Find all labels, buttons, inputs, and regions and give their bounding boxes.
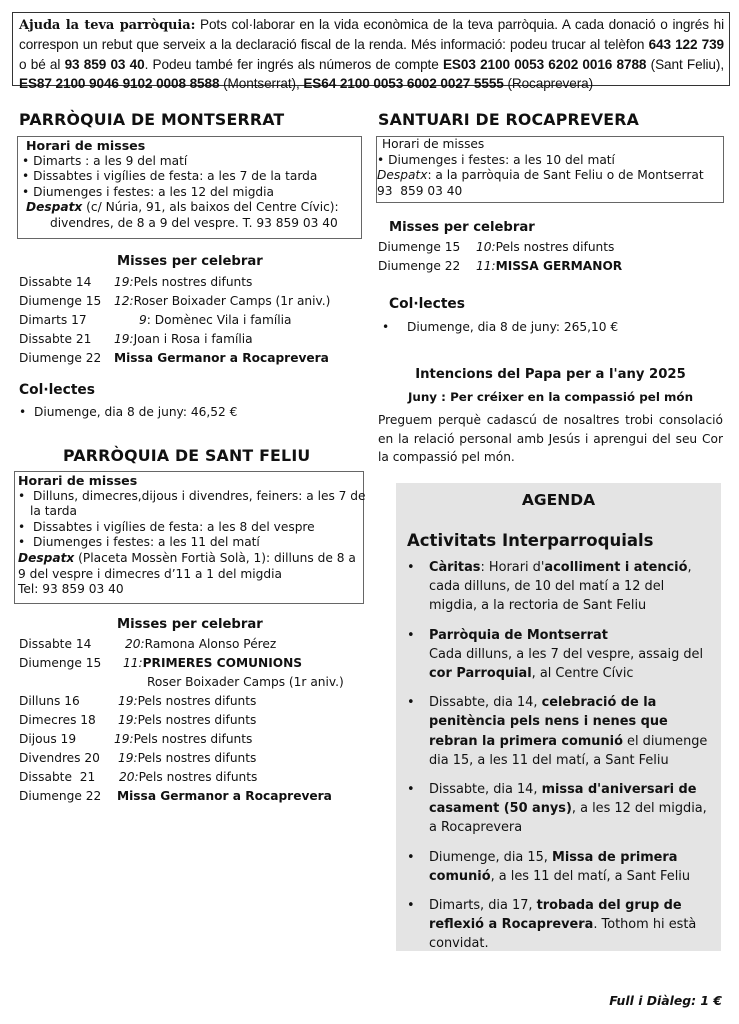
mass-row: Dissabte 21 19: Joan i Rosa i família	[19, 332, 253, 346]
mass-row: Dilluns 16 19: Pels nostres difunts	[19, 694, 257, 708]
bullet-icon: •	[407, 849, 415, 865]
price-footer: Full i Diàleg: 1 €	[609, 993, 722, 1008]
schedule-item: • Diumenges i festes: a les 10 del matí	[377, 152, 615, 167]
schedule-title: Horari de misses	[18, 473, 138, 488]
sant-feliu-masses-list	[19, 635, 364, 806]
bullet-icon: •	[407, 695, 415, 711]
donation-notice: Ajuda la teva parròquia: Pots col·laborar en la vida econòmica de la teva parròquia. A cada donació o ingrés hi correspon un rebut que serveix a la declaració fiscal de la renda. Més informació: podeu trucar al telèfon 643 122 739 o bé al 93 859 03 40. Podeu també fer ingrés als números de compte ES03 2100 0053 6202 0016 8788 (Sant Feliu), ES87 2100 9046 9102 0008 8588 (Montserrat), ES64 2100 0053 6002 0027 5555 (Rocaprevera)	[12, 12, 730, 86]
office-phone: 93 859 03 40	[377, 183, 463, 198]
phone-number: 93 859 03 40	[64, 56, 145, 72]
mass-row: Roser Boixader Camps (1r aniv.)	[147, 675, 344, 689]
schedule-item: • Dilluns, dimecres,dijous i divendres, feiners: a les 7 de	[18, 488, 366, 503]
mass-row: Dissabte 14 20: Ramona Alonso Pérez	[19, 637, 277, 651]
masses-title: Misses per celebrar	[389, 220, 535, 235]
pope-intentions-title: Intencions del Papa per a l'any 2025	[415, 367, 686, 382]
schedule-item: • Dissabtes i vigílies de festa: a les 7 de la tarda	[22, 169, 318, 184]
bullet-icon: •	[18, 488, 33, 503]
agenda-list	[396, 558, 721, 954]
phone-number: 643 122 739	[648, 37, 725, 53]
schedule-item: • Dissabtes i vigílies de festa: a les 8 del vespre	[18, 519, 315, 534]
schedule-title: Horari de misses	[382, 137, 485, 151]
rocaprevera-masses-list	[378, 238, 723, 276]
agenda-item: • Parròquia de Montserrat Cada dilluns, a les 7 del vespre, assaig del cor Parroquial, al Centre Cívic	[407, 627, 704, 682]
agenda-item: • Dissabte, dia 14, celebració de la penitència pels nens i nenes que rebran la primera comunió el diumenge dia 15, a les 11 del matí, a Sant Feliu	[407, 695, 708, 768]
mass-row: Dissabte 14 19: Pels nostres difunts	[19, 275, 253, 289]
collection-item: • Diumenge, dia 8 de juny: 265,10 €	[382, 320, 619, 334]
bullet-icon: •	[407, 627, 415, 643]
bullet-icon: •	[382, 320, 390, 334]
iban-sant-feliu: ES03 2100 0053 6202 0016 8788	[442, 56, 647, 72]
office-info: Despatx (Placeta Mossèn Fortià Solà, 1): dilluns de 8 a	[18, 550, 356, 565]
donation-lead: Ajuda la teva parròquia:	[19, 18, 196, 33]
iban-montserrat: ES87 2100 9046 9102 0008 8588	[19, 76, 220, 92]
collections-title: Col·lectes	[19, 382, 96, 398]
agenda-item: • Diumenge, dia 15, Missa de primera comunió, a les 11 del matí, a Sant Feliu	[407, 849, 691, 884]
schedule-item: • Diumenges i festes: a les 12 del migdia	[22, 184, 275, 199]
agenda-item: • Càritas: Horari d'acolliment i atenció, cada dilluns, de 10 del matí a 12 del migdia, a la rectoria de Sant Feliu	[407, 560, 692, 614]
collection-item: • Diumenge, dia 8 de juny: 46,52 €	[19, 405, 238, 419]
agenda-item: • Dissabte, dia 14, missa d'aniversari de casament (50 anys), a les 12 del migdia, a Rocaprevera	[407, 782, 707, 836]
pope-intentions-text: Preguem perquè cadascú de nosaltres trobi consolació en la relació personal amb Jesús i aprengui del seu Cor la compassió pel món.	[378, 413, 723, 464]
mass-row: Dijous 19 19: Pels nostres difunts	[19, 732, 253, 746]
bullet-icon: •	[407, 782, 415, 798]
mass-row: Diumenge 22 11: MISSA GERMANOR	[378, 259, 623, 273]
masses-title: Misses per celebrar	[117, 254, 263, 269]
sant-feliu-schedule-box: Horari de misses • Dilluns, dimecres,dijous i divendres, feiners: a les 7 de la tarda • Dissabtes i vigílies de festa: a les 8 del vespre • Diumenges i festes: a les 11 del matí Despatx (Placeta Mossèn Fortià Solà, 1): dilluns de 8 a 9 del vespre i dimecres d’11 a 1 del migdia Tel: 93 859 03 40	[14, 471, 364, 604]
mass-row: Dimecres 18 19: Pels nostres difunts	[19, 713, 257, 727]
office-info: Despatx: a la parròquia de Sant Feliu o de Montserrat	[377, 168, 704, 183]
mass-row: Diumenge 15 12: Roser Boixader Camps (1r aniv.)	[19, 294, 331, 308]
office-hours: divendres, de 8 a 9 del vespre. T. 93 859 03 40	[50, 215, 338, 230]
mass-row: Diumenge 22 Missa Germanor a Rocaprevera	[19, 351, 329, 365]
rocaprevera-schedule-box	[376, 136, 724, 203]
iban-rocaprevera: ES64 2100 0053 6002 0027 5555	[303, 76, 504, 92]
schedule-item: • Dimarts : a les 9 del matí	[22, 153, 188, 168]
section-title-sant-feliu: PARRÒQUIA DE SANT FELIU	[63, 446, 311, 465]
bullet-icon: •	[407, 560, 415, 575]
montserrat-masses-list	[19, 273, 364, 368]
agenda-item: • Dimarts, dia 17, trobada del grup de reflexió a Rocaprevera. Tothom hi està convidat.	[407, 898, 697, 952]
mass-row: Diumenge 15 10: Pels nostres difunts	[378, 240, 615, 254]
bullet-icon: •	[19, 405, 34, 419]
section-title-rocaprevera: SANTUARI DE ROCAPREVERA	[378, 110, 640, 129]
collections-title: Col·lectes	[389, 296, 466, 312]
schedule-item: • Diumenges i festes: a les 11 del matí	[18, 535, 260, 550]
mass-row: Diumenge 22 Missa Germanor a Rocaprevera	[19, 789, 332, 803]
mass-row: Dimarts 17 9 : Domènec Vila i família	[19, 313, 292, 327]
bullet-icon: •	[18, 519, 33, 534]
montserrat-schedule-box	[17, 136, 362, 239]
bullet-icon: •	[18, 535, 33, 550]
agenda-box	[396, 483, 721, 951]
office-info: Despatx (c/ Núria, 91, als baixos del Centre Cívic):	[26, 200, 339, 215]
agenda-subtitle: Activitats Interparroquials	[407, 531, 654, 550]
pope-intentions-subtitle: Juny : Per créixer en la compassió pel món	[407, 390, 694, 404]
mass-row: Dissabte 21 20: Pels nostres difunts	[19, 770, 258, 784]
office-phone: Tel: 93 859 03 40	[18, 582, 124, 597]
schedule-title: Horari de misses	[26, 138, 146, 153]
mass-row: Diumenge 15 11: PRIMERES COMUNIONS	[19, 656, 303, 670]
mass-row: Divendres 20 19: Pels nostres difunts	[19, 751, 257, 765]
agenda-title: AGENDA	[521, 491, 596, 509]
section-title-montserrat: PARRÒQUIA DE MONTSERRAT	[19, 110, 285, 129]
masses-title: Misses per celebrar	[117, 617, 263, 632]
bullet-icon: •	[407, 898, 415, 914]
